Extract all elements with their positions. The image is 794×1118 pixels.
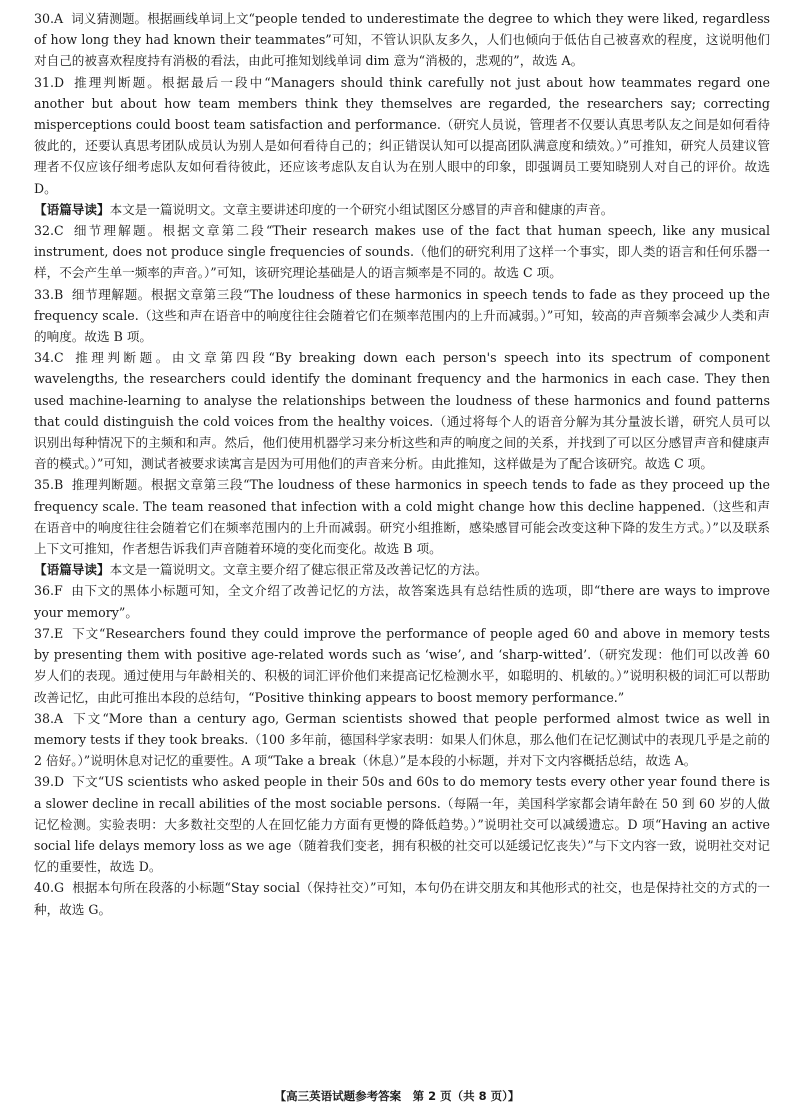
page-footer: 【高三英语试题参考答案 第 2 页（共 8 页）】: [274, 1089, 520, 1103]
answer-explanation: 根据本句所在段落的小标题“Stay social（保持社交）”可知，本句仍在讲交朋友和其他形式的社交，也是保持社交的方式的一种，故选 G。: [34, 880, 770, 917]
answer-31: [34, 72, 770, 199]
answer-explanation: 推理判断题。根据文章第三段“The loudness of these harmonics in speech tends to fade as they proceed up the frequency scale. The team reasoned that infection with a cold might change how this decline happened.（这些和声在语音中的响度往往会随着它们在频率范围内的上升而减弱。研究小组推断，感染感冒可能会改变这种下降的发生方式。）”以及联系上下文可推知，作者想告诉我们声音随着环境的变化而变化。故选 B 项。: [34, 477, 770, 557]
answer-explanation: 由下文的黑体小标题可知，全文介绍了改善记忆的方法，故答案选具有总结性质的选项，即“there are ways to improve your memory”。: [34, 583, 770, 620]
question-number: 36.: [34, 583, 55, 599]
question-number: 33.: [34, 286, 55, 302]
answer-explanation: 推理判断题。由文章第四段“By breaking down each person's speech into its spectrum of component wavelengths, the researchers could identify the dominant frequency and the harmonics in each case. They then used machine-learning to analyse the relationships between the loudness of these harmonics and found patterns that could distinguish the cold voices from the healthy voices.（通过将每个人的语音分解为其分量波长谱，研究人员可以识别出每种情况下的主频和和声。然后，他们使用机器学习来分析这些和声的响度之间的关系，并找到了可以区分感冒声音和健康声音的模式。）”可知，测试者被要求读寓言是因为可用他们的声音来分析。由此推知，这样做是为了配合该研究。故选 C 项。: [34, 350, 770, 472]
answer-explanation: 细节理解题。根据文章第三段“The loudness of these harmonics in speech tends to fade as they proceed up the frequency scale.（这些和声在语音中的响度往往会随着它们在频率范围内的上升而减弱。）”可知，较高的声音频率会减少人类和声的响度。故选 B 项。: [34, 286, 770, 345]
answer-33: [34, 284, 770, 348]
answer-letter: D: [54, 74, 65, 90]
answer-explanation: 下文“Researchers found they could improve the performance of people aged 60 and above in memory tests by presenting them with positive age-related words such as ‘wise’, and ‘sharp-witted’.（研究发现：他们可以改善 60 岁人们的表现。通过使用与年龄相关的、积极的词汇评价他们来提高记忆检测水平，如聪明的、机敏的。）”说明积极的词汇可以帮助改善记忆，由此可推出本段的总结句，“Positive thinking appears to boost memory performance.”: [34, 625, 770, 705]
question-number: 30.: [34, 11, 55, 26]
answer-explanation: 词义猜测题。根据画线单词上文“people tended to underestimate the degree to which they were liked, regardless of how long they had known their teammates”可知，不管认识队友多久，人们也倾向于低估自己被喜欢的程度，这说明他们对自己的被喜欢程度持有消极的看法，由此可推知划线单词 dim 意为“消极的，悲观的”，故选 A。: [34, 11, 770, 69]
question-number: 35.: [34, 477, 55, 493]
answer-letter: B: [54, 286, 64, 302]
answer-explanation: 推理判断题。根据最后一段中“Managers should think carefully not just about how teammates regard one another but about how team members think they themselves are regarded, the researchers say; correcting misperceptions could boost team satisfaction and performance.（研究人员说，管理者不仅要认真思考队友之间是如何看待彼此的，还要认真思考团队成员认为别人是如何看待自己的；纠正错误认知可以提高团队满意度和绩效。）”可推知，研究人员建议管理者不仅应该仔细考虑队友如何看待彼此，还应该考虑队友自认为在别人眼中的印象，即强调员工要知晓别人对自己的评价。故选 D。: [34, 74, 770, 196]
answer-letter: B: [54, 477, 64, 493]
question-number: 31.: [34, 74, 55, 90]
answer-letter: C: [54, 350, 64, 366]
question-number: 37.: [34, 625, 55, 641]
answer-letter: D: [54, 774, 65, 790]
passage-guide-2: [34, 559, 770, 580]
guide-text: 本文是一篇说明文。文章主要讲述印度的一个研究小组试图区分感冒的声音和健康的声音。: [109, 201, 614, 217]
answer-explanation: 下文“US scientists who asked people in their 50s and 60s to do memory tests every other year found there is a slower decline in recall abilities of the most sociable persons.（每隔一年，美国科学家都会请年龄在 50 到 60 岁的人做记忆检测。实验表明：大多数社交型的人在回忆能力方面有更慢的降低趋势。）”说明社交可以减缓遗忘。D 项“Having an active social life delays memory loss as we age（随着我们变老，拥有积极的社交可以延缓记忆丧失）”与下文内容一致，说明社交对记忆的重要性，故选 D。: [34, 774, 770, 875]
answer-40: [34, 877, 770, 919]
answer-38: [34, 708, 770, 772]
guide-tag: 【语篇导读】: [34, 562, 110, 578]
question-number: 38.: [34, 710, 55, 726]
answer-letter: A: [54, 11, 64, 26]
answer-explanation: 下文“More than a century ago, German scientists showed that people performed almost twice as well in memory tests if they took breaks.（100 多年前，德国科学家表明：如果人们休息，那么他们在记忆测试中的表现几乎是之前的 2 倍好。）”说明休息对记忆的重要性。A 项“Take a break（休息）”是本段的小标题，并对下文内容概括总结，故选 A。: [34, 710, 770, 769]
answer-30: [34, 8, 770, 72]
answer-32: [34, 220, 770, 284]
answer-37: [34, 623, 770, 708]
question-number: 39.: [34, 774, 55, 790]
guide-text: 本文是一篇说明文。文章主要介绍了健忘很正常及改善记忆的方法。: [109, 562, 488, 578]
passage-guide-1: [34, 199, 770, 220]
answer-letter: F: [54, 583, 63, 599]
guide-tag: 【语篇导读】: [34, 201, 110, 217]
answer-35: [34, 474, 770, 559]
answer-letter: C: [54, 223, 64, 239]
question-number: 32.: [34, 223, 55, 239]
question-number: 34.: [34, 350, 55, 366]
question-number: 40.: [34, 880, 55, 896]
answer-letter: A: [54, 710, 64, 726]
answer-34: [34, 347, 770, 474]
answer-page: [34, 8, 770, 920]
answer-36: [34, 580, 770, 622]
answer-letter: E: [54, 625, 64, 641]
answer-39: [34, 771, 770, 877]
answer-letter: G: [54, 880, 65, 896]
answer-explanation: 细节理解题。根据文章第二段“Their research makes use of the fact that human speech, like any musical instrument, does not produce single frequencies of sounds.（他们的研究利用了这样一个事实，即人类的语言和任何乐器一样，不会产生单一频率的声音。）”可知，该研究理论基础是人的语言频率是不同的。故选 C 项。: [34, 223, 770, 281]
